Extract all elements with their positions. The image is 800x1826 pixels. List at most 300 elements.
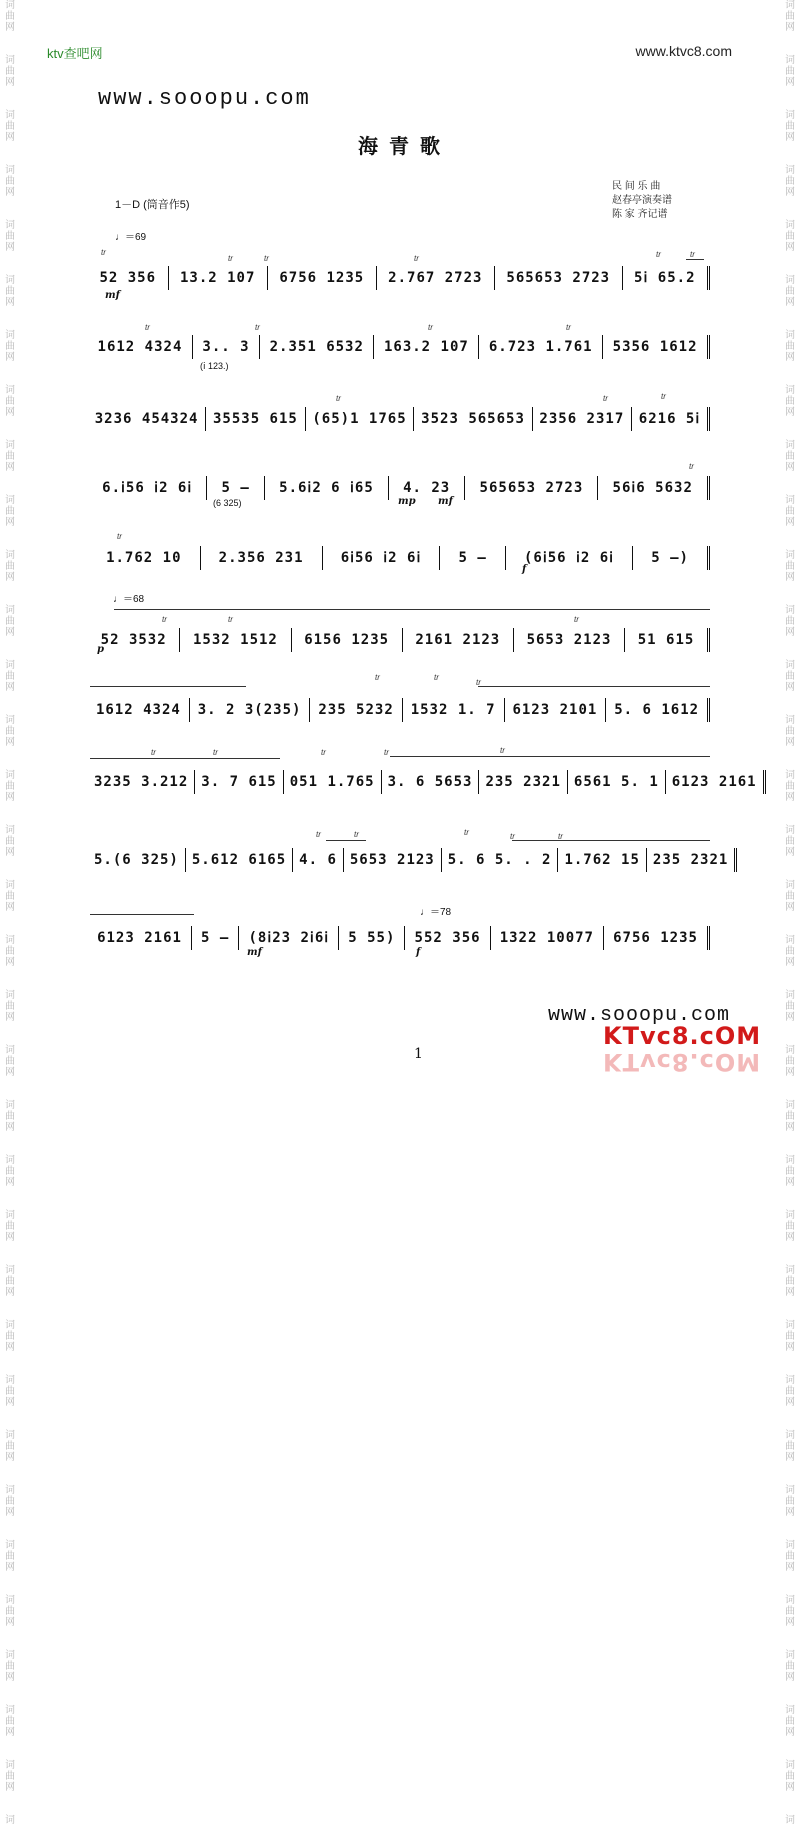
watermark-glyph: 网 <box>785 1067 795 1078</box>
watermark-glyph: 网 <box>785 132 795 143</box>
watermark-gap <box>3 803 17 825</box>
watermark-glyph: 词 <box>785 1595 795 1606</box>
credit-origin: 民 间 乐 曲 <box>612 181 661 192</box>
watermark-glyph: 曲 <box>5 451 15 462</box>
watermark-glyph: 网 <box>785 572 795 583</box>
watermark-glyph: 词 <box>5 550 15 561</box>
watermark-glyph: 词 <box>785 660 795 671</box>
watermark-glyph: 网 <box>785 462 795 473</box>
watermark-glyph: 词 <box>5 55 15 66</box>
watermark-glyph: 曲 <box>785 1221 795 1232</box>
watermark-glyph: 曲 <box>785 1441 795 1452</box>
trill-mark: tr <box>228 254 233 263</box>
watermark-gap <box>783 88 797 110</box>
watermark-glyph: 网 <box>785 1177 795 1188</box>
trill-mark: tr <box>434 673 439 682</box>
watermark-gap <box>783 363 797 385</box>
watermark-glyph: 曲 <box>5 66 15 77</box>
watermark-gap <box>783 858 797 880</box>
watermark-gap <box>3 1683 17 1705</box>
watermark-glyph: 词 <box>785 770 795 781</box>
trill-mark: tr <box>656 250 661 259</box>
watermark-glyph: 曲 <box>785 506 795 517</box>
watermark-glyph: 网 <box>5 1177 15 1188</box>
watermark-gap <box>3 1243 17 1265</box>
trill-mark: tr <box>101 248 106 257</box>
watermark-glyph: 网 <box>785 627 795 638</box>
staff-row <box>88 538 710 570</box>
watermark-glyph: 词 <box>5 1100 15 1111</box>
watermark-glyph: 词 <box>5 1485 15 1496</box>
watermark-glyph: 词 <box>785 385 795 396</box>
measure: 051 1.765 <box>284 770 382 794</box>
watermark-gap <box>783 1188 797 1210</box>
watermark-glyph: 网 <box>785 1562 795 1573</box>
watermark-gap <box>783 1518 797 1540</box>
watermark-glyph: 曲 <box>5 671 15 682</box>
watermark-glyph: 词 <box>5 1430 15 1441</box>
measure: 5356 1612 <box>603 335 710 359</box>
staff-row <box>88 327 710 359</box>
ktvc8-logo: KTvc8.cOM <box>603 1022 762 1050</box>
watermark-glyph: 词 <box>785 605 795 616</box>
trill-mark: tr <box>117 532 122 541</box>
watermark-glyph: 网 <box>5 1397 15 1408</box>
measure: 1612 4324 <box>88 335 193 359</box>
watermark-glyph: 曲 <box>5 1001 15 1012</box>
watermark-gap <box>3 1188 17 1210</box>
score-title: 海 青 歌 <box>358 134 442 158</box>
measure: 51 615 <box>625 628 710 652</box>
site-url[interactable]: www.ktvc8.com <box>635 43 732 59</box>
watermark-glyph: 曲 <box>785 396 795 407</box>
watermark-glyph: 曲 <box>5 1441 15 1452</box>
measure: 52 356 <box>88 266 169 290</box>
watermark-glyph: 网 <box>5 242 15 253</box>
watermark-gap <box>3 1298 17 1320</box>
watermark-gap <box>783 1738 797 1760</box>
measure: 1.762 15 <box>558 848 646 872</box>
measure: 6.723 1.761 <box>479 335 603 359</box>
watermark-glyph: 词 <box>785 1650 795 1661</box>
watermark-gap <box>783 418 797 440</box>
measure: 56ⅰ6 5632 <box>598 476 710 500</box>
measure: 565653 2723 <box>465 476 598 500</box>
slur-line <box>114 609 710 610</box>
watermark-glyph: 网 <box>5 737 15 748</box>
trill-mark: tr <box>336 394 341 403</box>
watermark-glyph: 网 <box>5 1672 15 1683</box>
watermark-glyph: 网 <box>785 682 795 693</box>
watermark-glyph: 曲 <box>785 836 795 847</box>
alternate-note: (ⅰ 123.) <box>200 361 229 371</box>
watermark-glyph: 词 <box>5 1375 15 1386</box>
watermark-glyph: 曲 <box>785 1331 795 1342</box>
trill-mark: tr <box>162 615 167 624</box>
watermark-glyph: 词 <box>785 275 795 286</box>
watermark-gap <box>783 1353 797 1375</box>
watermark-glyph: 词 <box>5 1540 15 1551</box>
slur-line <box>326 840 366 841</box>
watermark-gap <box>783 308 797 330</box>
watermark-glyph: 曲 <box>785 66 795 77</box>
watermark-gap <box>3 1353 17 1375</box>
watermark-glyph: 网 <box>785 957 795 968</box>
watermark-glyph: 词 <box>785 990 795 1001</box>
watermark-glyph: 网 <box>5 682 15 693</box>
trill-mark: tr <box>145 323 150 332</box>
slur-line <box>390 756 710 757</box>
measure: 1532 1. 7 <box>403 698 505 722</box>
measure: 5 55) <box>339 926 405 950</box>
trill-mark: tr <box>414 254 419 263</box>
trill-mark: tr <box>213 748 218 757</box>
trill-mark: tr <box>255 323 260 332</box>
watermark-glyph: 曲 <box>785 1771 795 1782</box>
watermark-glyph: 曲 <box>785 1276 795 1287</box>
watermark-glyph: 词 <box>5 880 15 891</box>
trill-mark: tr <box>574 615 579 624</box>
trill-mark: tr <box>321 748 326 757</box>
watermark-glyph: 词 <box>5 440 15 451</box>
watermark-gap <box>3 1738 17 1760</box>
measure: 6756 1235 <box>604 926 710 950</box>
watermark-gap <box>783 33 797 55</box>
ktvc8-logo-reflection: KTvc8.cOM <box>603 1048 762 1076</box>
measure: 6ⅰ56 ⅰ2 6ⅰ <box>323 546 441 570</box>
watermark-gap <box>783 528 797 550</box>
watermark-gap <box>3 1628 17 1650</box>
watermark-glyph: 曲 <box>5 1056 15 1067</box>
watermark-glyph: 网 <box>5 297 15 308</box>
watermark-glyph: 曲 <box>785 1716 795 1727</box>
watermark-glyph: 网 <box>785 1122 795 1133</box>
watermark-glyph: 网 <box>785 847 795 858</box>
watermark-glyph: 曲 <box>5 1221 15 1232</box>
trill-mark: tr <box>603 394 608 403</box>
watermark-glyph: 词 <box>785 550 795 561</box>
measure: 5653 2123 <box>344 848 442 872</box>
watermark-gap <box>783 1793 797 1815</box>
measure: 235 2321 <box>479 770 567 794</box>
measure: (6ⅰ56 ⅰ2 6ⅰ <box>506 546 633 570</box>
source-url-top: www.sooopu.com <box>98 86 311 111</box>
watermark-glyph: 网 <box>5 957 15 968</box>
watermark-glyph: 曲 <box>785 671 795 682</box>
watermark-glyph: 词 <box>5 770 15 781</box>
watermark-glyph: 网 <box>785 1727 795 1738</box>
watermark-gap <box>3 363 17 385</box>
alternate-note: (6 325) <box>213 498 242 508</box>
watermark-glyph: 网 <box>5 1617 15 1628</box>
watermark-gap <box>783 253 797 275</box>
watermark-glyph: 网 <box>5 1507 15 1518</box>
watermark-glyph: 曲 <box>785 946 795 957</box>
watermark-gap <box>783 1573 797 1595</box>
watermark-gap <box>3 913 17 935</box>
watermark-glyph: 词 <box>5 935 15 946</box>
measure: 5.6ⅰ2 6 ⅰ65 <box>265 476 389 500</box>
watermark-gap <box>783 913 797 935</box>
watermark-glyph: 网 <box>785 352 795 363</box>
measure: 5. 6 5. . 2 <box>442 848 559 872</box>
trill-mark: tr <box>661 392 666 401</box>
trill-mark: tr <box>558 832 563 841</box>
trill-mark: tr <box>264 254 269 263</box>
trill-mark: tr <box>151 748 156 757</box>
trill-mark: tr <box>510 832 515 841</box>
staff-row <box>88 762 757 794</box>
watermark-glyph: 网 <box>785 1012 795 1023</box>
watermark-glyph: 曲 <box>5 1551 15 1562</box>
watermark-glyph: 曲 <box>5 396 15 407</box>
measure: 6123 2101 <box>505 698 607 722</box>
watermark-gap <box>783 583 797 605</box>
watermark-gap <box>783 1683 797 1705</box>
trill-mark: tr <box>375 673 380 682</box>
staff-row <box>88 690 710 722</box>
measure: 2.767 2723 <box>377 266 495 290</box>
watermark-glyph: 词 <box>5 825 15 836</box>
watermark-glyph: 网 <box>785 1287 795 1298</box>
watermark-gap <box>783 198 797 220</box>
measure: 4. 23 <box>389 476 465 500</box>
measure: 5.612 6165 <box>186 848 293 872</box>
watermark-glyph: 曲 <box>5 341 15 352</box>
watermark-gap <box>3 858 17 880</box>
source-url-bottom: www.sooopu.com <box>548 1004 731 1027</box>
watermark-gap <box>783 1408 797 1430</box>
slur-line <box>90 686 246 687</box>
watermark-glyph: 词 <box>785 1210 795 1221</box>
watermark-glyph: 词 <box>5 605 15 616</box>
watermark-gap <box>3 583 17 605</box>
watermark-glyph: 曲 <box>5 891 15 902</box>
measure: 1.762 10 <box>88 546 201 570</box>
watermark-gap <box>3 638 17 660</box>
watermark-glyph: 网 <box>785 902 795 913</box>
watermark-glyph: 词 <box>5 165 15 176</box>
watermark-glyph: 词 <box>785 1485 795 1496</box>
watermark-glyph: 网 <box>5 187 15 198</box>
watermark-glyph: 词 <box>785 330 795 341</box>
measure: 1612 4324 <box>88 698 190 722</box>
watermark-glyph: 词 <box>5 110 15 121</box>
watermark-glyph: 曲 <box>5 1496 15 1507</box>
watermark-glyph: 词 <box>5 1210 15 1221</box>
watermark-gap <box>3 308 17 330</box>
watermark-glyph: 曲 <box>5 781 15 792</box>
watermark-glyph: 网 <box>5 1012 15 1023</box>
trill-mark: tr <box>354 830 359 839</box>
trill-mark: tr <box>566 323 571 332</box>
watermark-gap <box>3 88 17 110</box>
measure: 5 – <box>207 476 265 500</box>
watermark-glyph: 词 <box>785 1100 795 1111</box>
watermark-glyph: 词 <box>785 825 795 836</box>
watermark-gap <box>3 1023 17 1045</box>
watermark-glyph: 网 <box>5 22 15 33</box>
watermark-gap <box>3 1133 17 1155</box>
watermark-glyph: 曲 <box>785 286 795 297</box>
measure: 5 –) <box>633 546 710 570</box>
tempo-marking-1: ♩＝69 <box>115 232 147 243</box>
watermark-glyph: 词 <box>5 1265 15 1276</box>
dynamic-f: f <box>416 947 421 958</box>
watermark-gap <box>783 968 797 990</box>
measure: 3.. 3 <box>193 335 260 359</box>
watermark-glyph: 曲 <box>785 1661 795 1672</box>
watermark-gap <box>783 803 797 825</box>
measure: (8ⅰ23 2ⅰ6ⅰ <box>239 926 339 950</box>
measure: 6123 2161 <box>666 770 766 794</box>
watermark-glyph: 词 <box>5 0 15 11</box>
watermark-glyph: 网 <box>785 407 795 418</box>
watermark-gap <box>783 638 797 660</box>
watermark-glyph: 曲 <box>5 231 15 242</box>
watermark-glyph: 网 <box>5 1562 15 1573</box>
slur-line <box>686 259 704 260</box>
watermark-glyph: 词 <box>785 55 795 66</box>
watermark-glyph: 词 <box>5 275 15 286</box>
watermark-glyph: 词 <box>785 1375 795 1386</box>
credits <box>612 180 672 222</box>
measure: 6123 2161 <box>88 926 192 950</box>
watermark-glyph: 网 <box>785 22 795 33</box>
watermark-glyph: 网 <box>5 902 15 913</box>
watermark-gap <box>3 1573 17 1595</box>
watermark-gap <box>783 1628 797 1650</box>
watermark-glyph: 网 <box>785 1507 795 1518</box>
watermark-glyph: 曲 <box>5 946 15 957</box>
watermark-glyph: 网 <box>785 1782 795 1793</box>
measure: 1322 10077 <box>491 926 604 950</box>
watermark-gap <box>783 693 797 715</box>
watermark-glyph: 词 <box>5 385 15 396</box>
slur-line <box>512 840 710 841</box>
watermark-glyph: 词 <box>5 1705 15 1716</box>
watermark-glyph: 网 <box>785 242 795 253</box>
measure: 6.ⅰ56 ⅰ2 6ⅰ <box>88 476 207 500</box>
watermark-glyph: 网 <box>5 847 15 858</box>
trill-mark: tr <box>384 748 389 757</box>
watermark-glyph: 曲 <box>785 121 795 132</box>
watermark-glyph: 网 <box>5 1452 15 1463</box>
watermark-glyph: 词 <box>785 1540 795 1551</box>
watermark-glyph: 曲 <box>785 1386 795 1397</box>
watermark-glyph: 网 <box>785 1342 795 1353</box>
watermark-glyph: 曲 <box>5 1331 15 1342</box>
watermark-glyph: 网 <box>785 1232 795 1243</box>
watermark-glyph: 网 <box>785 1452 795 1463</box>
trill-mark: tr <box>464 828 469 837</box>
watermark-glyph: 词 <box>785 1045 795 1056</box>
measure: 565653 2723 <box>495 266 623 290</box>
watermark-gap <box>783 1133 797 1155</box>
watermark-glyph: 词 <box>5 990 15 1001</box>
site-name[interactable]: ktv查吧网 <box>47 46 103 61</box>
watermark-glyph: 网 <box>785 187 795 198</box>
watermark-glyph: 曲 <box>5 11 15 22</box>
watermark-glyph: 词 <box>5 1045 15 1056</box>
watermark-glyph: 词 <box>5 1815 15 1826</box>
measure: 3523 565653 <box>414 407 532 431</box>
measure: 3. 6 5653 <box>382 770 480 794</box>
watermark-glyph: 曲 <box>5 1606 15 1617</box>
watermark-gap <box>783 1298 797 1320</box>
measure: 552 356 <box>405 926 490 950</box>
measure: 5653 2123 <box>514 628 625 652</box>
watermark-gap <box>783 1463 797 1485</box>
watermark-glyph: 词 <box>785 1265 795 1276</box>
dynamic-mf: mf <box>247 947 262 958</box>
watermark-gap <box>3 198 17 220</box>
measure: 35535 615 <box>206 407 305 431</box>
watermark-gap <box>3 968 17 990</box>
watermark-glyph: 曲 <box>785 451 795 462</box>
staff-row <box>88 840 729 872</box>
right-watermark <box>783 0 797 1826</box>
measure: 2356 2317 <box>533 407 632 431</box>
dynamic-p: p <box>97 644 104 655</box>
slur-line <box>90 758 280 759</box>
watermark-glyph: 词 <box>785 440 795 451</box>
measure: 3235 3.212 <box>88 770 195 794</box>
tempo-marking-2: ♩＝68 <box>113 594 145 605</box>
watermark-glyph: 网 <box>5 1727 15 1738</box>
measure: 2161 2123 <box>403 628 514 652</box>
watermark-glyph: 网 <box>5 1067 15 1078</box>
watermark-glyph: 曲 <box>5 836 15 847</box>
measure: 4. 6 <box>293 848 344 872</box>
watermark-glyph: 曲 <box>785 1056 795 1067</box>
trill-mark: tr <box>228 615 233 624</box>
measure: 3. 7 615 <box>195 770 283 794</box>
measure: 2.351 6532 <box>260 335 374 359</box>
watermark-glyph: 网 <box>5 1342 15 1353</box>
watermark-glyph: 曲 <box>785 891 795 902</box>
watermark-glyph: 词 <box>5 715 15 726</box>
trill-mark: tr <box>500 746 505 755</box>
measure: 2.356 231 <box>201 546 323 570</box>
watermark-glyph: 曲 <box>5 1661 15 1672</box>
watermark-glyph: 词 <box>785 1705 795 1716</box>
watermark-glyph: 网 <box>5 517 15 528</box>
measure: 235 2321 <box>647 848 737 872</box>
measure: 13.2 107 <box>169 266 268 290</box>
credit-transcriber: 陈 家 齐记谱 <box>612 209 668 220</box>
watermark-gap <box>3 1408 17 1430</box>
measure: 1532 1512 <box>180 628 291 652</box>
watermark-glyph: 曲 <box>785 176 795 187</box>
watermark-glyph: 网 <box>5 132 15 143</box>
watermark-glyph: 词 <box>785 1815 795 1826</box>
watermark-glyph: 词 <box>5 330 15 341</box>
measure: (65)1 1765 <box>306 407 415 431</box>
measure: 6216 5ⅰ <box>632 407 710 431</box>
watermark-glyph: 曲 <box>5 616 15 627</box>
watermark-glyph: 网 <box>5 1232 15 1243</box>
watermark-gap <box>783 1243 797 1265</box>
watermark-gap <box>3 528 17 550</box>
watermark-glyph: 曲 <box>785 341 795 352</box>
measure: 5ⅰ 65.2 <box>623 266 710 290</box>
watermark-gap <box>3 693 17 715</box>
watermark-glyph: 网 <box>5 462 15 473</box>
watermark-glyph: 曲 <box>5 1771 15 1782</box>
watermark-glyph: 网 <box>785 77 795 88</box>
watermark-glyph: 词 <box>785 220 795 231</box>
